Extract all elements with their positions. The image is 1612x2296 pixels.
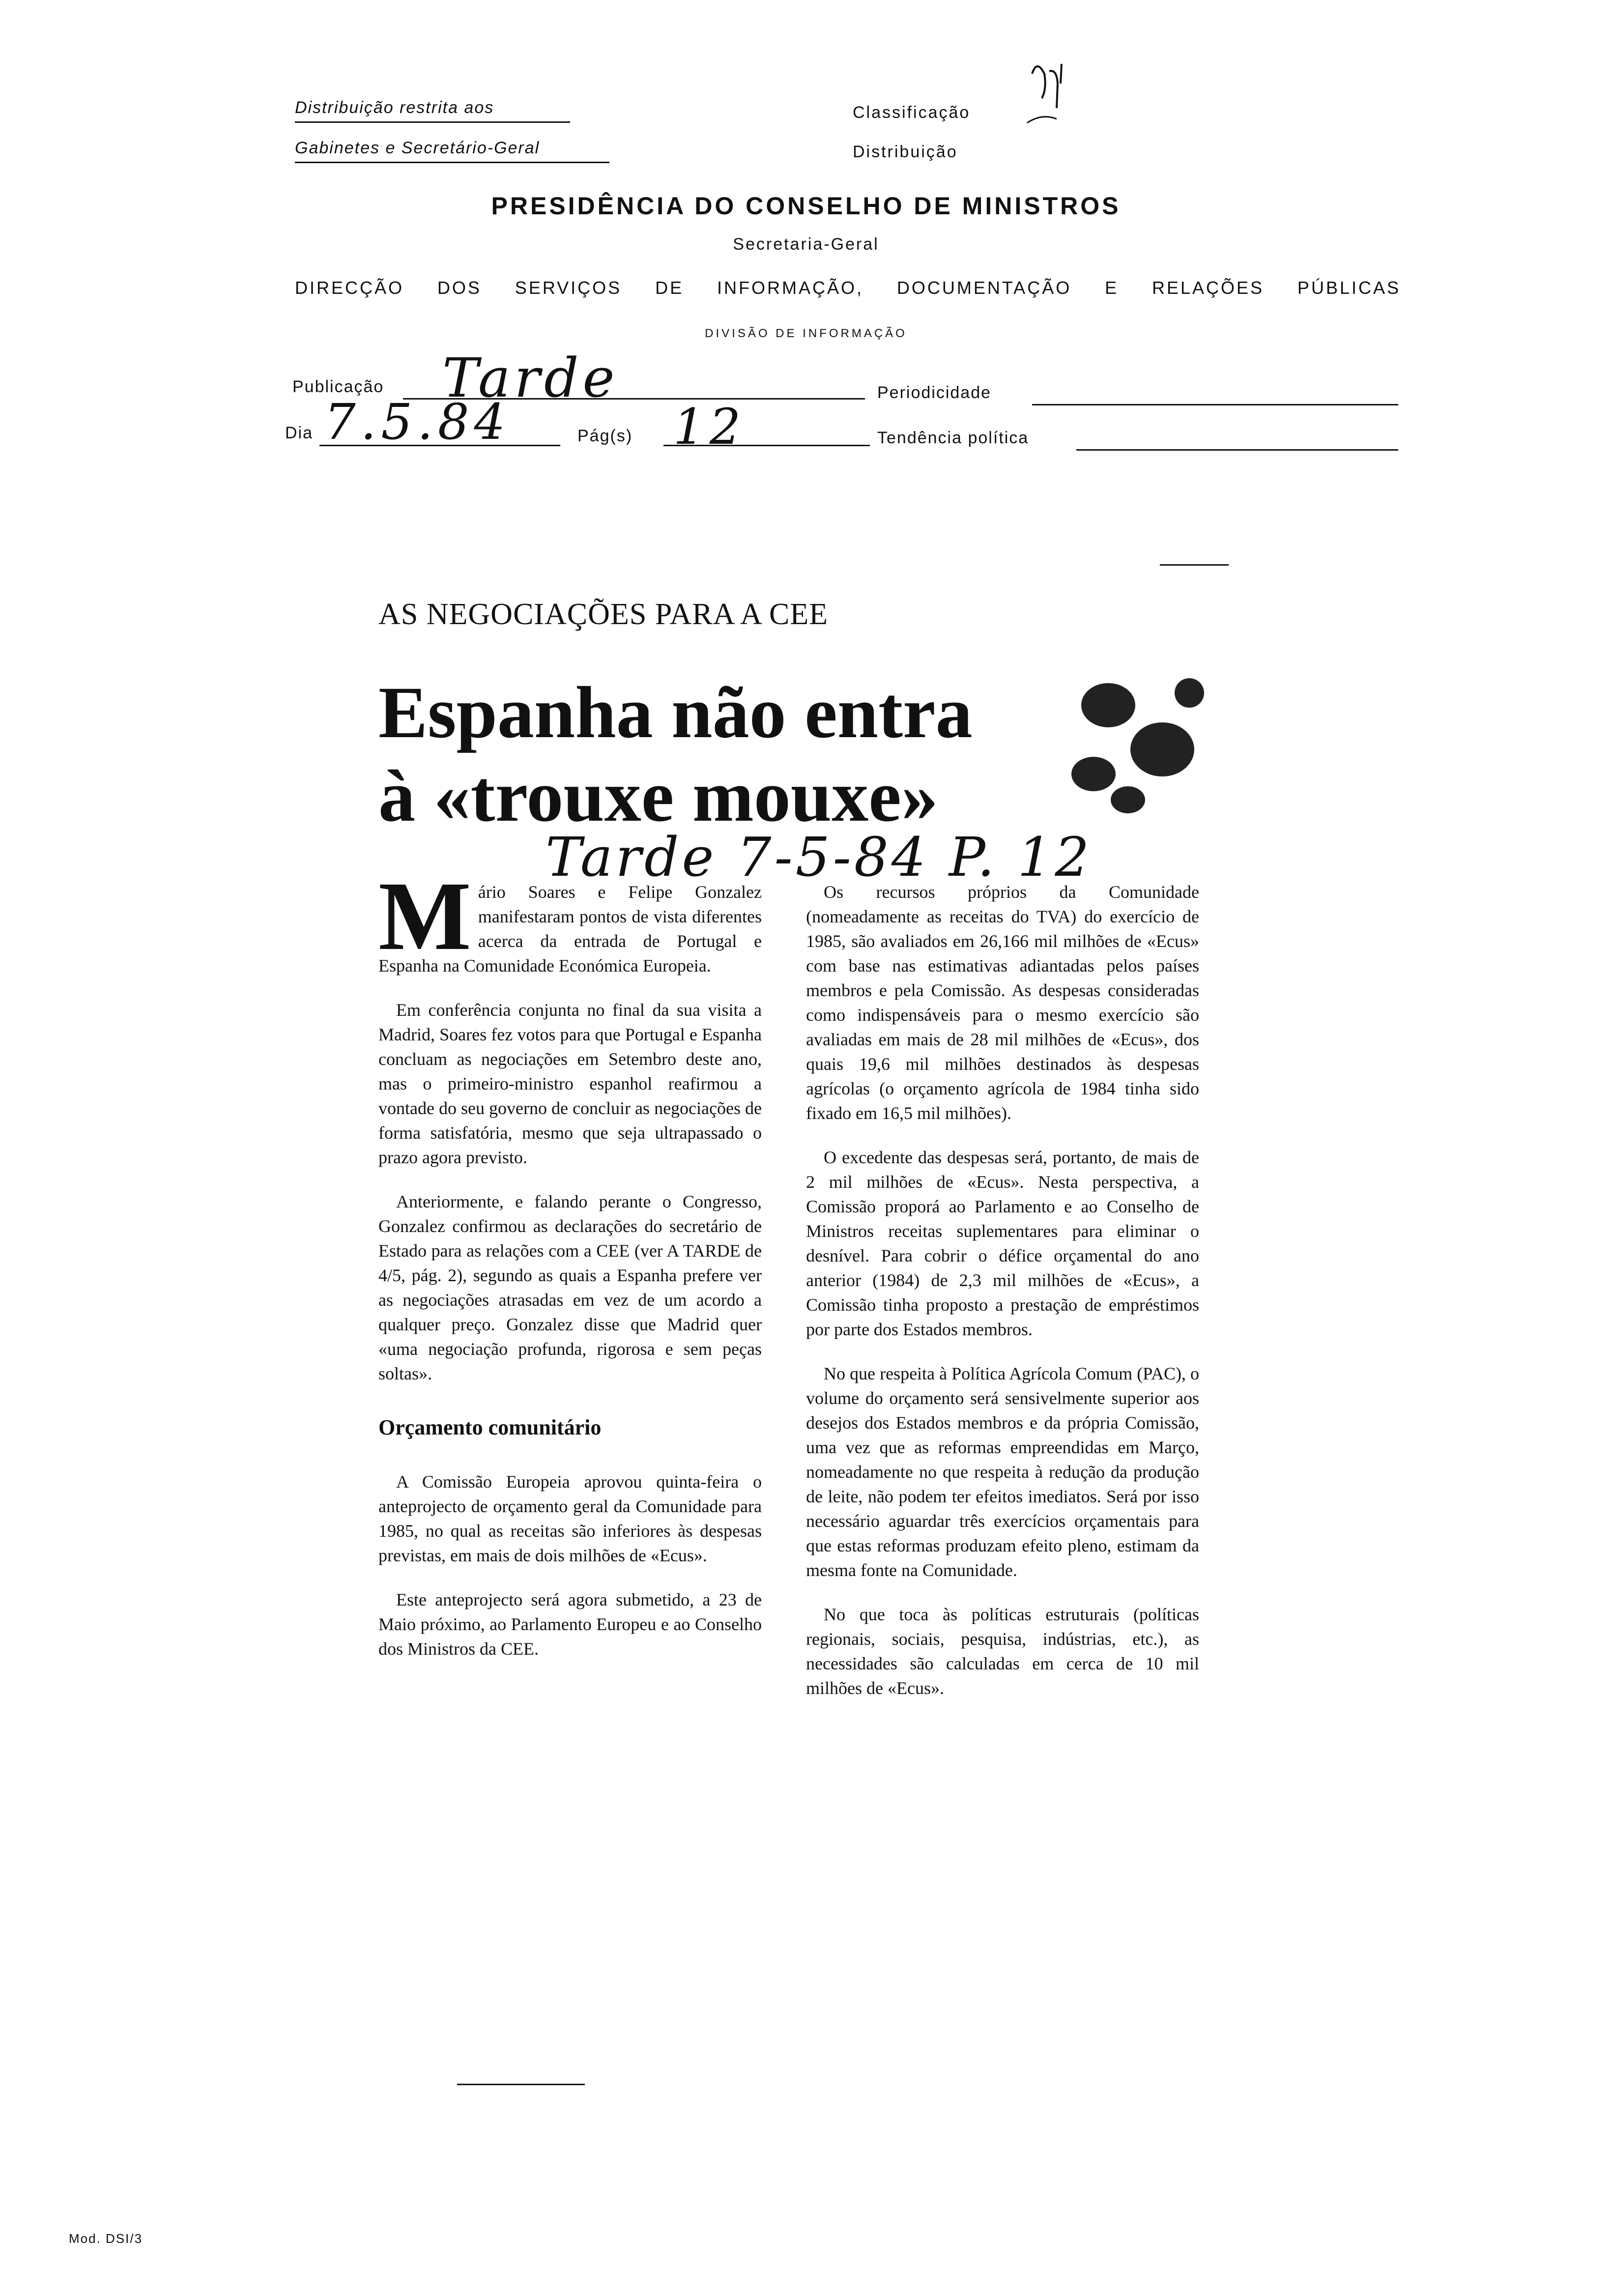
ink-blot (1111, 786, 1145, 813)
article-end-rule (457, 2084, 585, 2085)
restricted-distribution-line1: Distribuição restrita aos (295, 98, 570, 123)
tendencia-line (1076, 449, 1398, 451)
left-paragraph-3: Anteriormente, e falando perante o Congresso, Gonzalez confirmou as declarações do secretário de Estado para as relações com a CEE (ver A TARDE de 4/5, pág. 2), segundo as quais a Espanha prefere ver as negociações atrasadas em vez de um acordo a qualquer preço. Gonzalez disse que Madrid quer «uma negociação profunda, rigorosa e sem peças soltas». (378, 1192, 762, 1383)
left-paragraph-4: A Comissão Europeia aprovou quinta-feira o anteprojecto de orçamento geral da Comunidade para 1985, no qual as receitas são inferiores às despesas previstas, em mais de dois milhões de «Ecus». (378, 1472, 762, 1565)
article-left-column (378, 862, 762, 1681)
form-code: Mod. DSI/3 (69, 2231, 143, 2246)
left-paragraph-5: Este anteprojecto será agora submetido, a 23 de Maio próximo, ao Parlamento Europeu e ao Conselho dos Ministros da CEE. (378, 1590, 762, 1659)
handwritten-mark (1022, 54, 1081, 137)
left-paragraph-1 (378, 862, 762, 978)
dia-label: Dia (285, 424, 314, 442)
handwritten-scribble-icon (1022, 54, 1081, 128)
classificacao-label: Classificação (853, 103, 971, 122)
publicacao-label: Publicação (292, 377, 384, 396)
clipping-corner-rule (1160, 564, 1229, 566)
right-paragraph-3: No que respeita à Política Agrícola Comum (PAC), o volume do orçamento será sensivelmente superior aos desejos dos Estados membros e da própria Comissão, uma vez que as reformas empreendidas em Março, nomeadamente no que respeita à redução da produção de leite, não podem ter efeitos imediatos. Será por isso necessário aguardar três exercícios orçamentais para que estas reformas produzam efeito pleno, estimam da mesma fonte na Comunidade. (806, 1364, 1199, 1580)
article-right-column (806, 880, 1199, 1720)
restricted-distribution-line2: Gabinetes e Secretário-Geral (295, 139, 609, 163)
periodicidade-line (1032, 404, 1398, 405)
publicacao-value: Tarde (442, 346, 619, 409)
ink-blot (1130, 722, 1194, 776)
article-kicker: AS NEGOCIAÇÕES PARA A CEE (378, 598, 829, 631)
handwritten-source-annotation: Tarde 7-5-84 P. 12 (546, 826, 1093, 889)
subhead-orcamento: Orçamento comunitário (378, 1415, 602, 1439)
pags-value: 12 (673, 398, 746, 456)
headline-line-2: à «trouxe mouxe» (378, 755, 938, 837)
org-subtitle: Secretaria-Geral (733, 235, 879, 254)
right-paragraph-2: O excedente das despesas será, portanto, de mais de 2 mil milhões de «Ecus». Nesta perspectiva, a Comissão proporá ao Parlamento e ao Conselho de Ministros receitas suplementares para eliminar o desnível. Para cobrir o défice orçamental do ano anterior (1984) de 2,3 mil milhões de «Ecus», a Comissão tinha proposto a prestação de empréstimos por parte dos Estados membros. (806, 1148, 1199, 1339)
distribuicao-label: Distribuição (853, 143, 958, 161)
right-paragraph-1: Os recursos próprios da Comunidade (nomeadamente as receitas do TVA) do exercício de 1985, são avaliados em 26,166 mil milhões de «Ecus» com base nas estimativas adiantadas pelos países membros e pela Comissão. As despesas consideradas como indispensáveis para o mesmo exercício são avaliadas em mais de 28 mil milhões de «Ecus», dos quais 19,6 mil milhões destinados às despesas agrícolas (o orçamento agrícola de 1984 tinha sido fixado em 16,5 mil milhões). (806, 882, 1199, 1123)
divisao-line: DIVISÃO DE INFORMAÇÃO (705, 327, 907, 340)
periodicidade-label: Periodicidade (877, 383, 992, 402)
tendencia-label: Tendência política (877, 429, 1029, 447)
direccao-line: DIRECÇÃO DOS SERVIÇOS DE INFORMAÇÃO, DOCUMENTAÇÃO E RELAÇÕES PÚBLICAS (295, 278, 1401, 298)
ink-blot (1175, 678, 1204, 708)
ink-blot (1071, 757, 1116, 791)
org-title: PRESIDÊNCIA DO CONSELHO DE MINISTROS (491, 192, 1121, 220)
drop-cap: M (378, 862, 471, 971)
ink-blot (1081, 683, 1135, 727)
left-paragraph-1-text: ário Soares e Felipe Gonzalez manifestaram pontos de vista diferentes acerca da entrada de Portugal e Espanha na Comunidade Económica Europeia. (378, 882, 762, 976)
pags-label: Pág(s) (577, 427, 633, 445)
left-paragraph-2: Em conferência conjunta no final da sua visita a Madrid, Soares fez votos para que Portugal e Espanha concluam as negociações em Setembro deste ano, mas o primeiro-ministro espanhol reafirmou a vontade do seu governo de concluir as negociações de forma satisfatória, mesmo que seja ultrapassado o prazo agora previsto. (378, 1000, 762, 1167)
right-paragraph-4: No que toca às políticas estruturais (políticas regionais, sociais, pesquisa, indústrias, etc.), as necessidades são calculadas em cerca de 10 mil milhões de «Ecus». (806, 1605, 1199, 1698)
headline-line-1: Espanha não entra (378, 672, 973, 753)
dia-value: 7.5.84 (324, 393, 511, 451)
